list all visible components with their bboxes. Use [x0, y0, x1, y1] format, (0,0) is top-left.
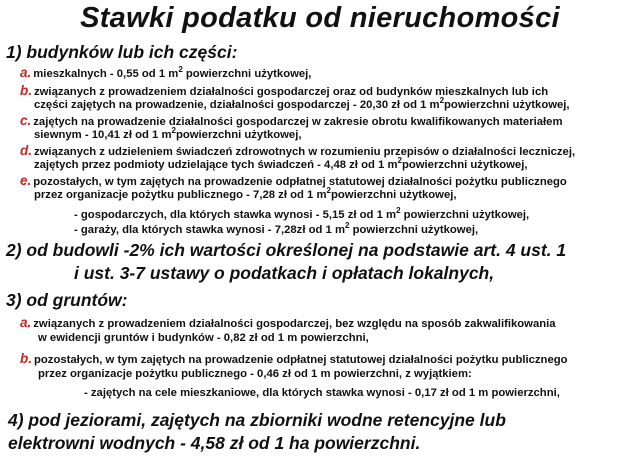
section-1-item-d	[20, 144, 575, 159]
page-title: Stawki podatku od nieruchomości	[80, 2, 560, 34]
superscript: 2	[178, 65, 183, 74]
item-letter: e.	[20, 173, 32, 188]
section-3-sub-item: - zajętych na cele mieszkaniowe, dla których stawka wynosi - 0,17 zł od 1 m powierzchni,	[84, 387, 560, 399]
section-1-sub-item	[74, 208, 529, 222]
item-text: siewnym - 10,41 zł od 1 m	[34, 129, 172, 141]
section-4-line2: elektrowni wodnych - 4,58 zł od 1 ha powierzchni.	[8, 433, 421, 453]
section-1-item-a	[20, 66, 311, 81]
item-text-end: powierzchni użytkowej,	[182, 68, 312, 80]
section-3-heading: 3) od gruntów:	[6, 290, 128, 310]
section-2-line1: 2) od budowli -2% ich wartości określonej na podstawie art. 4 ust. 1	[6, 240, 567, 260]
section-1-item-c	[20, 114, 563, 129]
item-text: mieszkalnych - 0,55 od 1 m	[33, 68, 179, 80]
item-text: - gospodarczych, dla których stawka wynosi - 5,15 zł od 1 m	[74, 209, 397, 221]
item-letter: d.	[20, 143, 32, 158]
item-text: pozostałych, w tym zajętych na prowadzenie odpłatnej statutowej działalności pożytku publicznego	[34, 354, 568, 366]
section-3-item-b-line2: przez organizacje pożytku publicznego - 0,46 zł od 1 m powierzchni, z wyjątkiem:	[38, 368, 472, 380]
item-text: związanych z prowadzeniem działalności gospodarczej, bez względu na sposób zakwalifikowania	[33, 318, 556, 330]
section-1-item-c-line2	[34, 128, 302, 142]
superscript: 2	[397, 156, 402, 165]
section-1-sub-item	[74, 223, 478, 237]
item-text: - garaży, dla których stawka wynosi - 7,28zł od 1 m	[74, 224, 346, 236]
section-3-item-b	[20, 352, 568, 367]
superscript: 2	[439, 96, 445, 105]
item-text-end: powierzchni użytkowej,	[400, 209, 530, 221]
section-2-line2: i ust. 3-7 ustawy o podatkach i opłatach lokalnych,	[74, 263, 495, 283]
section-1-item-b-line2	[34, 98, 570, 112]
item-text: części zajętych na prowadzenie, działalności gospodarczej - 20,30 zł od 1 m	[34, 99, 440, 111]
superscript: 2	[396, 206, 401, 215]
item-letter: a.	[20, 65, 32, 80]
section-3-item-a	[20, 316, 556, 331]
section-1-heading: 1) budynków lub ich części:	[6, 42, 238, 62]
section-1-item-e	[20, 174, 567, 189]
section-1-item-b	[20, 84, 548, 99]
item-letter: a.	[20, 315, 32, 330]
item-text-end: powierzchni użytkowej,	[330, 189, 457, 201]
item-letter: c.	[20, 113, 32, 128]
item-text-end: powierzchni użytkowej,	[349, 224, 479, 236]
superscript: 2	[171, 126, 176, 135]
item-text: związanych z prowadzeniem działalności gospodarczej oraz od budynków mieszkalnych lub ich	[34, 86, 549, 98]
item-text: przez organizacje pożytku publicznego - 7,28 zł od 1 m	[34, 189, 327, 201]
item-text: zajętych przez podmioty udzielające tych świadczeń - 4,48 zł od 1 m	[34, 159, 398, 171]
item-text-end: powierzchni użytkowej,	[444, 99, 570, 111]
superscript: 2	[326, 186, 331, 195]
section-3-item-a-line2: w ewidencji gruntów i budynków - 0,82 zł od 1 m powierzchni,	[38, 332, 369, 344]
section-4-line1: 4) pod jeziorami, zajętych na zbiorniki wodne retencyjne lub	[8, 410, 506, 430]
superscript: 2	[345, 221, 350, 230]
item-text: pozostałych, w tym zajętych na prowadzenie odpłatnej statutowej działalności pożytku publicznego	[33, 176, 567, 188]
item-text-end: powierzchni użytkowej,	[175, 129, 302, 141]
item-letter: b.	[20, 351, 32, 366]
item-text: zajętych na prowadzenie działalności gospodarczej w zakresie obrotu kwalifikowanych materiałem	[33, 116, 563, 128]
section-1-item-d-line2	[34, 158, 528, 172]
item-letter: b.	[20, 83, 32, 98]
item-text: związanych z udzieleniem świadczeń zdrowotnych w rozumieniu przepisów o działalności leczniczej,	[34, 146, 576, 158]
section-1-item-e-line2	[34, 188, 457, 202]
item-text-end: powierzchni użytkowej,	[401, 159, 528, 171]
